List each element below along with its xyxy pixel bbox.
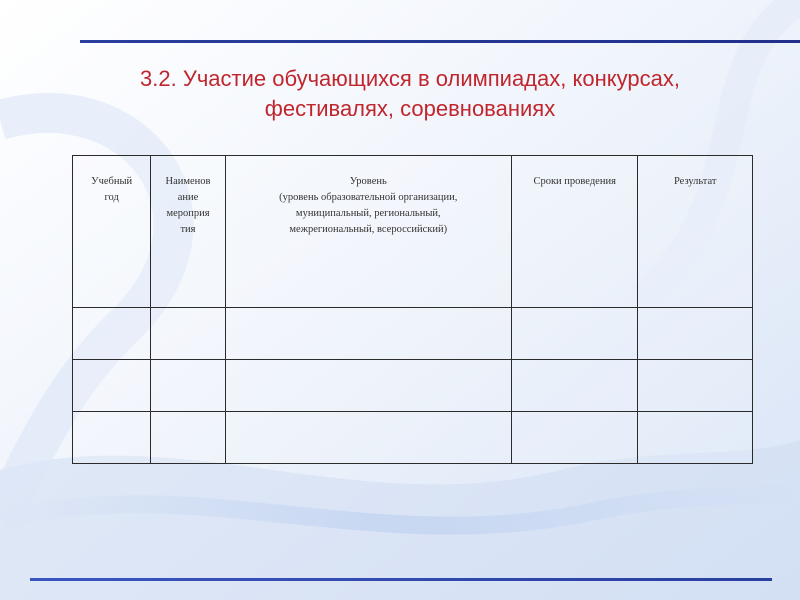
- header-academic-year: [73, 156, 151, 308]
- header-event-name: [151, 156, 225, 308]
- header-line: тия: [180, 224, 196, 235]
- table-header-row: [73, 156, 753, 308]
- table-cell[interactable]: [511, 308, 638, 360]
- table-cell[interactable]: [73, 308, 151, 360]
- table-cell[interactable]: [151, 412, 225, 464]
- table-cell[interactable]: [151, 360, 225, 412]
- slide-title: [60, 64, 760, 124]
- table-cell[interactable]: [225, 360, 511, 412]
- header-line: мероприя: [166, 208, 210, 219]
- header-line: Наименов: [165, 176, 211, 187]
- header-line: ание: [177, 192, 199, 203]
- participation-table: [72, 155, 753, 464]
- header-line: год: [104, 192, 119, 203]
- table-cell[interactable]: [638, 412, 753, 464]
- slide-title-line-2: фестивалях, соревнованиях: [264, 96, 556, 121]
- table-cell[interactable]: [151, 308, 225, 360]
- header-line: Сроки проведения: [533, 176, 616, 187]
- table-cell[interactable]: [73, 360, 151, 412]
- header-line: муниципальный, региональный,: [295, 208, 441, 219]
- header-result: [638, 156, 753, 308]
- bottom-divider: [30, 578, 772, 581]
- table-cell[interactable]: [225, 308, 511, 360]
- top-divider: [80, 40, 800, 43]
- header-level: [225, 156, 511, 308]
- table-row: [73, 360, 753, 412]
- table-row: [73, 308, 753, 360]
- table-cell[interactable]: [511, 412, 638, 464]
- header-dates: [511, 156, 638, 308]
- header-line: (уровень образовательной организации,: [279, 192, 458, 203]
- table-cell[interactable]: [511, 360, 638, 412]
- header-line: Учебный: [91, 176, 133, 187]
- table-cell[interactable]: [638, 308, 753, 360]
- header-line: Результат: [673, 176, 717, 187]
- slide-title-line-1: 3.2. Участие обучающихся в олимпиадах, конкурсах,: [140, 66, 680, 91]
- table-cell[interactable]: [73, 412, 151, 464]
- table-row: [73, 412, 753, 464]
- header-line: межрегиональный, всероссийский): [289, 224, 448, 235]
- table-cell[interactable]: [225, 412, 511, 464]
- header-line: Уровень: [349, 176, 387, 187]
- table-cell[interactable]: [638, 360, 753, 412]
